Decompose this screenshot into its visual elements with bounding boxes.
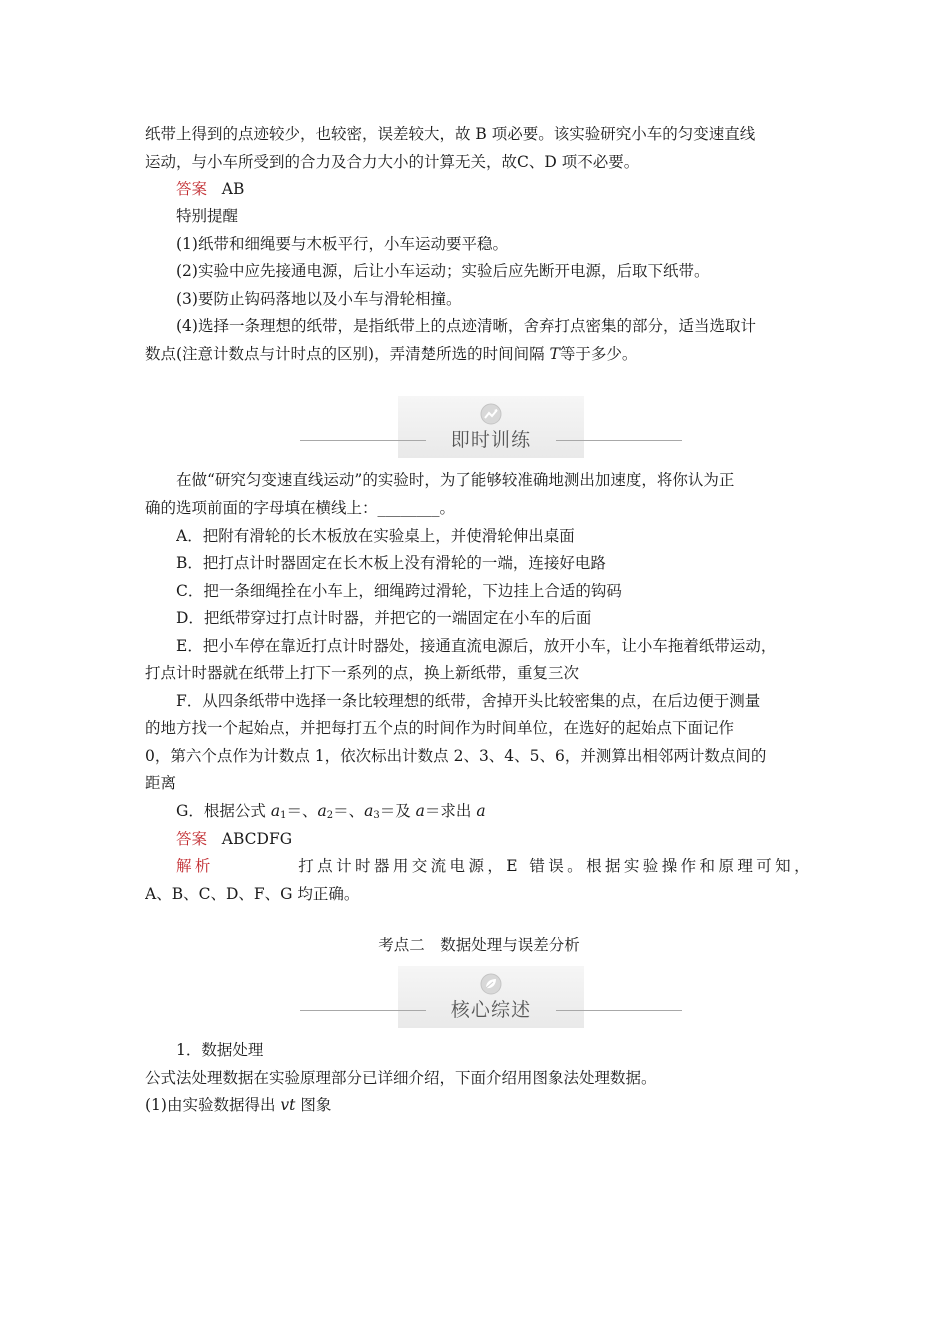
paragraph-line: (1)由实验数据得出 vt 图象 xyxy=(145,1096,332,1114)
option-e: E．把小车停在靠近打点计时器处，接通直流电源后，放开小车，让小车拖着纸带运动， xyxy=(176,637,777,655)
paragraph-line: 公式法处理数据在实验原理部分已详细介绍，下面介绍用图象法处理数据。 xyxy=(145,1069,657,1087)
section-heading: 考点二 数据处理与误差分析 xyxy=(378,936,580,954)
answer-value: ABCDFG xyxy=(221,830,293,848)
analysis-line: A、B、C、D、F、G 均正确。 xyxy=(145,885,360,903)
answer-label: 答案 xyxy=(176,830,208,848)
leaf-icon xyxy=(480,973,502,995)
option-e-cont: 打点计时器就在纸带上打下一系列的点，换上新纸带，重复三次 xyxy=(145,664,580,682)
option-f: F．从四条纸带中选择一条比较理想的纸带，舍掉开头比较密集的点，在后边便于测量 xyxy=(176,692,761,710)
option-f-cont: 距离 xyxy=(145,774,177,792)
option-b: B．把打点计时器固定在长木板上没有滑轮的一端，连接好电路 xyxy=(176,554,606,572)
section-banner-overview xyxy=(298,966,684,1028)
option-f-cont: 的地方找一个起始点，并把每打五个点的时间作为时间单位，在选好的起始点下面记作 xyxy=(145,719,735,737)
question-line: 在做“研究匀变速直线运动”的实验时，为了能够较准确地测出加速度，将你认为正 xyxy=(176,471,735,489)
tip-item: (1)纸带和细绳要与木板平行，小车运动要平稳。 xyxy=(176,235,508,253)
answer-value: AB xyxy=(221,180,245,198)
answer-line xyxy=(176,828,813,850)
subsection-heading: 1．数据处理 xyxy=(176,1041,264,1059)
tips-title: 特别提醒 xyxy=(176,207,239,225)
option-d: D．把纸带穿过打点计时器，并把它的一端固定在小车的后面 xyxy=(176,609,592,627)
question-line: 确的选项前面的字母填在横线上：________。 xyxy=(145,499,456,517)
tip-item-cont: 数点(注意计数点与计时点的区别)，弄清楚所选的时间间隔 T等于多少。 xyxy=(145,345,638,363)
answer-line xyxy=(176,178,813,200)
option-g: G．根据公式 $a_1=$、$a_2=$、$a_3=$及 a＝求出 a xyxy=(176,802,486,821)
tip-item: (3)要防止钩码落地以及小车与滑轮相撞。 xyxy=(176,290,462,308)
section-banner-practice xyxy=(298,396,684,458)
chart-trend-icon xyxy=(480,403,502,425)
tip-item: (2)实验中应先接通电源，后让小车运动；实验后应先断开电源，后取下纸带。 xyxy=(176,262,710,280)
paragraph-line: 运动，与小车所受到的合力及合力大小的计算无关，故C、D 项不必要。 xyxy=(145,153,640,171)
paragraph-line: 纸带上得到的点迹较少，也较密，误差较大，故 B 项必要。该实验研究小车的匀变速直线 xyxy=(145,125,756,143)
tip-item: (4)选择一条理想的纸带，是指纸带上的点迹清晰，舍弃打点密集的部分，适当选取计 xyxy=(176,317,756,335)
option-f-cont: 0，第六个点作为计数点 1，依次标出计数点 2、3、4、5、6，并测算出相邻两计数点间的 xyxy=(145,747,767,765)
analysis-label: 解析 xyxy=(176,857,214,875)
option-c: C．把一条细绳拴在小车上，细绳跨过滑轮，下边挂上合适的钩码 xyxy=(176,582,622,600)
option-a: A．把附有滑轮的长木板放在实验桌上，并使滑轮伸出桌面 xyxy=(176,527,575,545)
banner-title: 即时训练 xyxy=(450,429,532,451)
banner-title: 核心综述 xyxy=(450,999,532,1021)
answer-label: 答案 xyxy=(176,180,208,198)
analysis-line: 解析 打点计时器用交流电源，E 错误。根据实验操作和原理可知， xyxy=(176,857,813,875)
